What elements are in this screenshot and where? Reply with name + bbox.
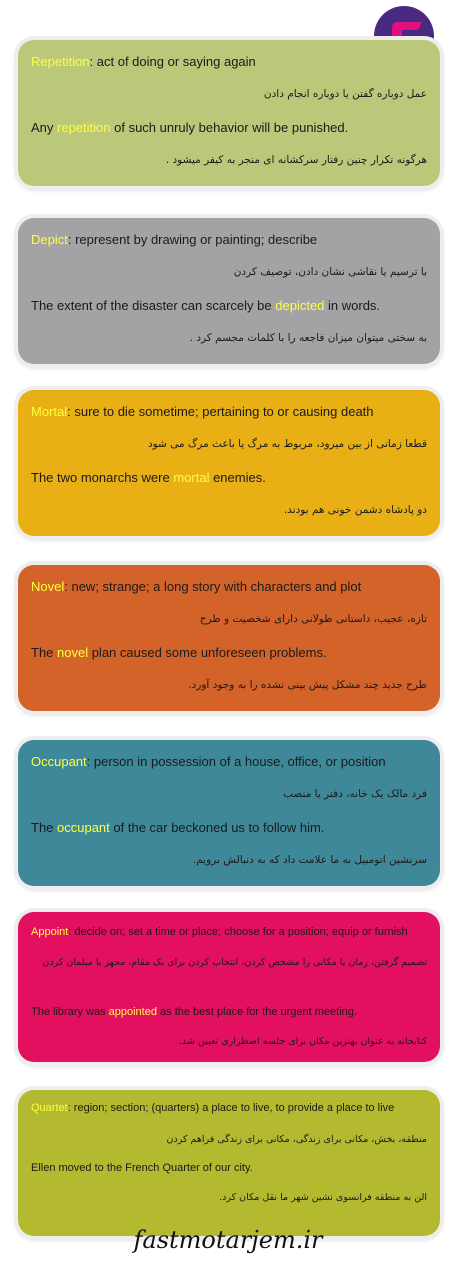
vocab-card-novel (18, 565, 440, 711)
term-definition-text: : sure to die sometime; pertaining to or causing death (67, 404, 374, 419)
term-word: Appoint (31, 926, 69, 938)
example-sentence (31, 470, 427, 485)
term-word: Depict (31, 232, 68, 247)
vocab-card-quartet (18, 1090, 440, 1236)
term-word: Novel (31, 579, 65, 594)
persian-definition: تصمیم گرفتن، زمان یا مکانی را مشخص کردن، انتخاب کردن برای یک مقام، مجهز یا مبلمان کردن (42, 957, 427, 968)
website-footer: fastmotarjem.ir (133, 1226, 323, 1254)
term-word: Mortal (31, 404, 68, 419)
example-sentence (31, 1006, 427, 1018)
example-highlight: novel (57, 645, 89, 660)
term-definition (31, 232, 427, 247)
vocab-card-depict (18, 218, 440, 364)
persian-example: دو پادشاه دشمن خونی هم بودند. (283, 504, 427, 516)
term-definition (31, 579, 427, 594)
term-definition-text: : region; section; (quarters) a place to live, to provide a place to live (67, 1102, 395, 1114)
example-text-before: The two monarchs were (31, 470, 174, 485)
example-text-after: of the car beckoned us to follow him. (109, 820, 325, 835)
term-definition (31, 404, 427, 419)
term-definition-text: : act of doing or saying again (89, 54, 256, 69)
term-word: Quartet (31, 1102, 68, 1114)
term-definition-text: : represent by drawing or painting; describe (67, 232, 318, 247)
vocab-card-appoint (18, 912, 440, 1062)
example-text-before: The (31, 645, 58, 660)
vocab-card-occupant (18, 740, 440, 886)
persian-definition: با ترسیم یا نقاشی نشان دادن، توصیف کردن (233, 266, 427, 278)
vocab-card-mortal (18, 390, 440, 536)
example-highlight: depicted (275, 298, 325, 313)
term-definition (31, 926, 427, 938)
example-sentence (31, 120, 427, 135)
term-definition (31, 54, 427, 69)
example-text-before: The library was (31, 1006, 109, 1018)
persian-example: به سختی میتوان میزان فاجعه را با کلمات مجسم کرد . (189, 332, 427, 344)
example-text-before: Ellen moved to the French Quarter of our city. (31, 1162, 253, 1174)
persian-example: طرح جدید چند مشکل پیش بینی نشده را به وجود آورد. (188, 679, 427, 691)
persian-example: سرنشین اتومبیل به ما علامت داد که به دنبالش برویم. (192, 854, 427, 866)
example-highlight: mortal (173, 470, 210, 485)
term-definition (31, 754, 427, 769)
example-sentence (31, 645, 427, 660)
example-text-before: Any (31, 120, 58, 135)
persian-definition: فرد مالک یک خانه، دفتر یا منصب (283, 788, 427, 800)
term-word: Repetition (31, 54, 90, 69)
example-text-before: The (31, 820, 58, 835)
example-text-before: The extent of the disaster can scarcely be (31, 298, 276, 313)
persian-definition: قطعا زمانی از بین میرود، مربوط به مرگ یا باعث مرگ می شود (147, 438, 427, 450)
vocab-card-repetition (18, 40, 440, 186)
persian-definition: منطقه، بخش، مکانی برای زندگی، مکانی برای زندگی فراهم کردن (166, 1134, 427, 1145)
term-word: Occupant (31, 754, 87, 769)
example-text-after: enemies. (209, 470, 266, 485)
term-definition-text: : new; strange; a long story with characters and plot (64, 579, 362, 594)
example-highlight: repetition (57, 120, 111, 135)
persian-example: الن به منطقه فرانسوی نشین شهر ما نقل مکان کرد. (219, 1192, 427, 1203)
persian-definition: تازه، عجیب، داستانی طولانی دارای شخصیت و طرح (199, 613, 427, 625)
example-text-after: plan caused some unforeseen problems. (88, 645, 327, 660)
persian-example: کتابخانه به عنوان بهترین مکان برای جلسه اضطراری تعیین شد. (179, 1036, 427, 1047)
example-text-after: in words. (324, 298, 381, 313)
term-definition-text: : person in possession of a house, office, or position (86, 754, 386, 769)
example-text-after: as the best place for the urgent meeting. (156, 1006, 357, 1018)
example-sentence (31, 298, 427, 313)
example-sentence (31, 820, 427, 835)
example-highlight: occupant (57, 820, 110, 835)
term-definition-text: : decide on; set a time or place; choose for a position; equip or furnish (68, 926, 408, 938)
persian-definition: عمل دوباره گفتن یا دوباره انجام دادن (263, 88, 427, 100)
term-definition (31, 1102, 427, 1114)
example-text-after: of such unruly behavior will be punished. (110, 120, 349, 135)
persian-example: هرگونه تکرار چنین رفتار سرکشانه ای منجر به کیفر میشود . (165, 154, 427, 166)
example-sentence (31, 1162, 427, 1174)
example-highlight: appointed (108, 1006, 157, 1018)
